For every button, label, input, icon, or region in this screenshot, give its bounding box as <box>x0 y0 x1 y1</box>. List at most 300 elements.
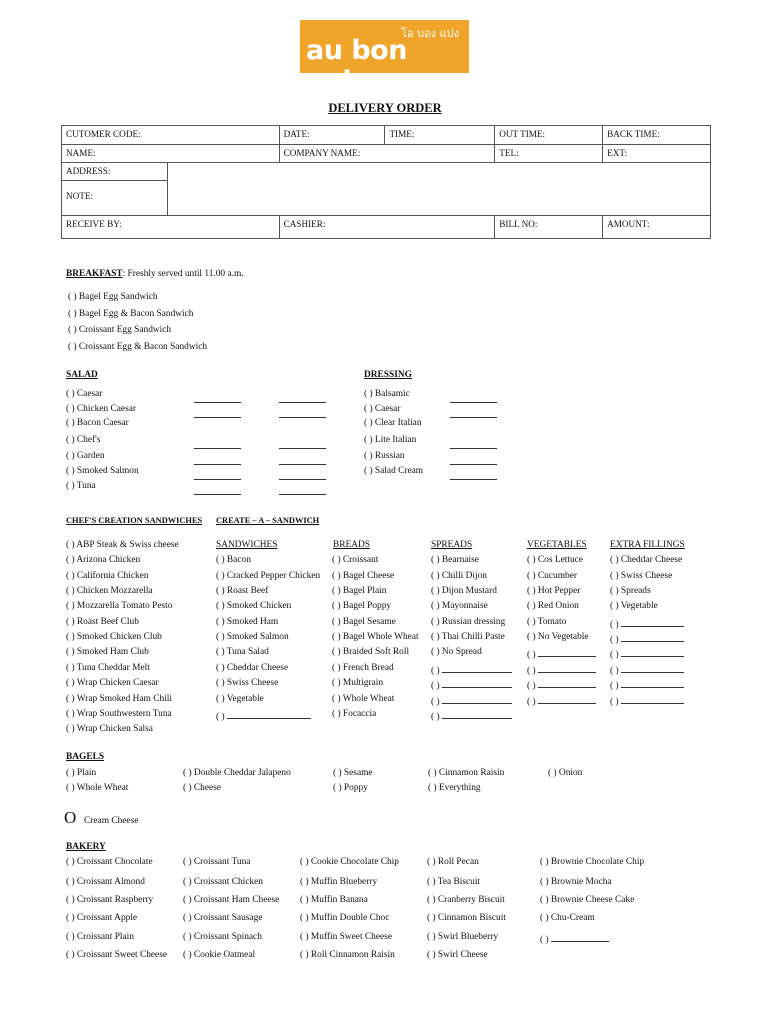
bakery-item-label: ( ) Croissant Chicken <box>183 877 263 887</box>
sandwich-filling-item-label: ( ) Bacon <box>216 555 251 566</box>
write-in-blank[interactable] <box>442 663 512 673</box>
dressing-item[interactable] <box>364 466 423 476</box>
bakery-item-label: ( ) Croissant Almond <box>66 877 145 887</box>
salad-heading: SALAD <box>66 370 98 380</box>
spread-item-label: ( ) <box>431 696 442 707</box>
bakery-item[interactable] <box>300 895 368 905</box>
spread-item[interactable] <box>431 694 512 707</box>
bakery-item[interactable] <box>300 950 395 960</box>
logo-brand-text <box>306 35 469 97</box>
bakery-item-label: ( ) Cookie Oatmeal <box>183 950 256 960</box>
salad-item-label: ( ) Chef's <box>66 435 101 445</box>
spread-item-label: ( ) Thai Chilli Paste <box>431 632 505 643</box>
bakery-item[interactable] <box>66 857 153 867</box>
sandwich-filling-item[interactable] <box>216 678 278 688</box>
address-field[interactable] <box>167 163 710 216</box>
bakery-item[interactable] <box>66 950 167 960</box>
extra-filling-item-label: ( ) Swiss Cheese <box>610 570 673 581</box>
extra-filling-item[interactable] <box>610 678 684 691</box>
write-in-blank[interactable] <box>538 663 596 673</box>
bakery-item[interactable] <box>183 857 250 867</box>
dressing-heading: DRESSING <box>364 370 412 380</box>
spread-item-label: ( ) Chilli Dijon <box>431 570 487 581</box>
sandwich-filling-item[interactable] <box>216 632 289 642</box>
sandwich-filling-item[interactable] <box>216 617 278 627</box>
extra-filling-item-label: ( ) <box>610 665 621 676</box>
bakery-item[interactable] <box>427 895 505 905</box>
bakery-item[interactable] <box>300 932 392 942</box>
bakery-item-label: ( ) Roll Pecan <box>427 857 479 867</box>
bread-item-label: ( ) Multigrain <box>332 678 384 689</box>
vegetable-item[interactable] <box>527 617 566 627</box>
spread-item[interactable] <box>431 709 512 722</box>
salad-item[interactable] <box>66 466 139 476</box>
salad-item-label: ( ) Smoked Salmon <box>66 466 139 476</box>
sandwich-filling-item-label: ( ) Cheddar Cheese <box>216 662 289 673</box>
vegetable-item[interactable] <box>527 678 596 691</box>
bakery-item[interactable] <box>183 895 279 905</box>
spreads-column-header: SPREADS <box>431 540 473 550</box>
spread-item[interactable] <box>431 663 512 676</box>
bakery-item[interactable] <box>66 895 153 905</box>
write-in-blank[interactable] <box>621 663 684 673</box>
quantity-blank[interactable] <box>279 494 326 495</box>
bread-item-label: ( ) Bagel Whole Wheat <box>332 632 419 643</box>
quantity-blank[interactable] <box>279 402 326 403</box>
bakery-item[interactable] <box>300 913 389 923</box>
breakfast-heading: BREAKFAST <box>66 269 123 279</box>
dressing-item-label: ( ) Clear Italian <box>364 418 422 428</box>
name-field[interactable]: NAME: <box>62 145 280 163</box>
vegetable-item-label: ( ) <box>527 681 538 692</box>
order-info-table <box>61 125 711 239</box>
bagel-item-label: ( ) Sesame <box>333 768 373 778</box>
chefs-sandwich-item-label: ( ) Wrap Chicken Caesar <box>66 678 159 689</box>
bakery-item[interactable] <box>66 877 145 887</box>
bagel-item-label: ( ) Double Cheddar Jalapeno <box>183 768 291 778</box>
spread-item[interactable] <box>431 601 488 611</box>
vegetable-item[interactable] <box>527 647 596 660</box>
extra-fillings-column-header: EXTRA FILLINGS <box>610 540 685 550</box>
extra-filling-item-label: ( ) Spreads <box>610 586 651 597</box>
extra-filling-item[interactable] <box>610 617 684 630</box>
chefs-sandwich-item[interactable] <box>66 571 149 581</box>
chefs-sandwich-item-label: ( ) California Chicken <box>66 570 149 581</box>
breakfast-section-header <box>66 269 244 279</box>
bread-item-label: ( ) Braided Soft Roll <box>332 647 410 658</box>
vegetable-item[interactable] <box>527 632 589 642</box>
sandwich-filling-item-label: ( ) Smoked Salmon <box>216 632 289 643</box>
bread-item[interactable] <box>332 694 394 704</box>
extra-filling-item-label: ( ) <box>610 619 621 630</box>
sandwich-filling-item[interactable] <box>216 647 269 657</box>
vegetable-item[interactable] <box>527 586 580 596</box>
bread-item-label: ( ) Bagel Poppy <box>332 601 392 612</box>
bakery-item-label: ( ) Brownie Chocolate Chip <box>540 857 645 867</box>
bakery-item-label: ( ) Muffin Blueberry <box>300 877 378 887</box>
bakery-item[interactable] <box>540 913 595 923</box>
extra-filling-item-label: ( ) <box>610 650 621 661</box>
sandwich-filling-item[interactable] <box>216 663 288 673</box>
bakery-item-label: ( ) Croissant Sausage <box>183 913 263 923</box>
quantity-blank[interactable] <box>194 448 241 449</box>
bakery-item[interactable] <box>183 932 262 942</box>
bread-item-label: ( ) Bagel Plain <box>332 586 387 597</box>
quantity-blank[interactable] <box>279 464 326 465</box>
write-in-blank[interactable] <box>538 647 596 657</box>
write-in-blank[interactable] <box>621 647 684 657</box>
bakery-item-label: ( ) Chu-Cream <box>540 913 595 923</box>
bakery-item[interactable] <box>427 857 479 867</box>
write-in-blank[interactable] <box>227 709 311 719</box>
bakery-heading: BAKERY <box>66 842 106 852</box>
quantity-blank[interactable] <box>194 402 241 403</box>
sandwich-filling-item-label: ( ) Roast Beef <box>216 586 269 597</box>
dressing-item[interactable] <box>364 451 405 461</box>
out-time-field[interactable]: OUT TIME: <box>495 126 603 145</box>
bakery-item-label: ( ) Brownie Cheese Cake <box>540 895 635 905</box>
spread-item[interactable] <box>431 586 497 596</box>
quantity-blank[interactable] <box>450 417 497 418</box>
dressing-item-label: ( ) Caesar <box>364 404 401 414</box>
bagel-item[interactable] <box>428 768 504 778</box>
extra-filling-item[interactable] <box>610 586 651 596</box>
bakery-item[interactable] <box>300 857 399 867</box>
salad-item-label: ( ) Tuna <box>66 481 96 491</box>
sandwich-filling-item[interactable] <box>216 694 264 704</box>
bread-item-label: ( ) Bagel Sesame <box>332 616 396 627</box>
bagel-item[interactable] <box>66 768 96 778</box>
write-in-blank[interactable] <box>538 694 596 704</box>
extra-filling-item-label: ( ) Vegetable <box>610 601 658 612</box>
bagel-item-label: ( ) Cinnamon Raisin <box>428 768 505 778</box>
bakery-item-label: ( ) Tea Biscuit <box>427 877 481 887</box>
bakery-item-label: ( ) Croissant Apple <box>66 913 138 923</box>
bakery-item-label: ( ) Croissant Chocolate <box>66 857 153 867</box>
bagel-item-label: ( ) Everything <box>428 783 481 793</box>
sandwich-filling-item-label: ( ) Swiss Cheese <box>216 678 279 689</box>
bakery-item[interactable] <box>300 877 377 887</box>
bread-item[interactable] <box>332 647 409 657</box>
quantity-blank[interactable] <box>279 448 326 449</box>
logo-trademark: ® <box>370 90 376 97</box>
bread-item-label: ( ) Whole Wheat <box>332 693 395 704</box>
dressing-item-label: ( ) Balsamic <box>364 389 410 399</box>
salad-item-label: ( ) Garden <box>66 451 105 461</box>
sandwich-filling-item-label: ( ) Tuna Salad <box>216 647 269 658</box>
bread-item-label: ( ) French Bread <box>332 662 394 673</box>
bakery-item-label: ( ) Swirl Blueberry <box>427 932 499 942</box>
breakfast-item[interactable]: ( ) Bagel Egg & Bacon Sandwich <box>68 309 194 319</box>
dressing-item[interactable] <box>364 404 400 414</box>
date-field[interactable]: DATE: <box>279 126 385 145</box>
spread-item[interactable] <box>431 632 505 642</box>
bakery-item-label: ( ) Cranberry Biscuit <box>427 895 505 905</box>
sandwich-filling-item-label: ( ) Smoked Chicken <box>216 601 292 612</box>
extra-filling-item[interactable] <box>610 555 682 565</box>
chefs-sandwich-item-label: ( ) Mozzarella Tomato Pesto <box>66 601 173 612</box>
chefs-sandwich-item-label: ( ) Roast Beef Club <box>66 616 139 627</box>
write-in-blank[interactable] <box>621 694 684 704</box>
quantity-blank[interactable] <box>194 417 241 418</box>
bakery-item[interactable] <box>427 877 480 887</box>
quantity-blank[interactable] <box>450 448 497 449</box>
salad-item-label: ( ) Bacon Caesar <box>66 418 129 428</box>
bagel-item[interactable] <box>333 768 373 778</box>
quantity-blank[interactable] <box>194 479 241 480</box>
spread-item-label: ( ) <box>431 665 442 676</box>
spread-item-label: ( ) <box>431 711 442 722</box>
spread-item-label: ( ) Dijon Mustard <box>431 586 497 597</box>
bill-no-field[interactable]: BILL NO: <box>495 216 603 239</box>
vegetable-item[interactable] <box>527 663 596 676</box>
receive-by-field[interactable]: RECEIVE BY: <box>62 216 280 239</box>
quantity-blank[interactable] <box>450 464 497 465</box>
bagel-item-label: ( ) Onion <box>548 768 583 778</box>
bagel-item-label: ( ) Plain <box>66 768 97 778</box>
bread-item[interactable] <box>332 601 391 611</box>
breakfast-item[interactable]: ( ) Bagel Egg Sandwich <box>68 292 158 302</box>
bakery-item-label: ( ) Roll Cinnamon Raisin <box>300 950 395 960</box>
bakery-item[interactable] <box>427 932 498 942</box>
write-in-blank[interactable] <box>538 678 596 688</box>
dressing-item[interactable] <box>364 389 410 399</box>
bagel-item-label: ( ) Whole Wheat <box>66 783 129 793</box>
bagel-item[interactable] <box>428 783 481 793</box>
write-in-blank[interactable] <box>621 617 684 627</box>
dressing-item[interactable] <box>364 435 416 445</box>
write-in-blank[interactable] <box>442 678 512 688</box>
extra-filling-item[interactable] <box>610 694 684 707</box>
logo-thai-text: โอ บอง แปง <box>401 27 459 40</box>
bagel-item-label: ( ) Cheese <box>183 783 222 793</box>
bagel-item[interactable] <box>333 783 368 793</box>
chefs-sandwich-item[interactable] <box>66 678 159 688</box>
chefs-creation-heading: CHEF'S CREATION SANDWICHES <box>66 516 203 525</box>
bakery-item[interactable] <box>66 913 137 923</box>
bakery-item-label: ( ) Cinnamon Biscuit <box>427 913 506 923</box>
chefs-sandwich-item-label: ( ) Arizona Chicken <box>66 555 141 566</box>
bread-item-label: ( ) Focaccia <box>332 708 377 719</box>
bakery-item-label: ( ) Croissant Ham Cheese <box>183 895 280 905</box>
bagel-item-label: ( ) Poppy <box>333 783 368 793</box>
chefs-sandwich-item[interactable] <box>66 601 172 611</box>
bakery-item[interactable] <box>427 913 506 923</box>
vegetable-item-label: ( ) <box>527 696 538 707</box>
back-time-field[interactable]: BACK TIME: <box>603 126 711 145</box>
vegetable-item-label: ( ) Cucumber <box>527 570 577 581</box>
breakfast-item[interactable]: ( ) Croissant Egg & Bacon Sandwich <box>68 342 208 352</box>
extra-filling-item-label: ( ) <box>610 681 621 692</box>
bread-item-label: ( ) Croissant <box>332 555 379 566</box>
chefs-sandwich-item-label: ( ) Tuna Cheddar Melt <box>66 662 150 673</box>
bakery-item-label: ( ) Muffin Banana <box>300 895 368 905</box>
cream-cheese-label: Cream Cheese <box>84 816 139 826</box>
ext-field[interactable]: EXT: <box>603 145 711 163</box>
sandwich-filling-item[interactable] <box>216 601 291 611</box>
sandwich-filling-item-label: ( ) <box>216 711 227 722</box>
bakery-item-label: ( ) Muffin Sweet Cheese <box>300 932 392 942</box>
sandwich-filling-item[interactable] <box>216 709 311 722</box>
quantity-blank[interactable] <box>450 479 497 480</box>
chefs-sandwich-item[interactable] <box>66 647 149 657</box>
spread-item-label: ( ) Mayonnaise <box>431 601 488 612</box>
chefs-sandwich-item-label: ( ) Wrap Southwestern Tuna <box>66 708 172 719</box>
quantity-blank[interactable] <box>194 464 241 465</box>
extra-filling-item[interactable] <box>610 571 672 581</box>
extra-filling-item-label: ( ) Cheddar Cheese <box>610 555 683 566</box>
bread-item[interactable] <box>332 709 376 719</box>
vegetable-item[interactable] <box>527 601 579 611</box>
sandwich-filling-item-label: ( ) Cracked Pepper Chicken <box>216 570 321 581</box>
sandwiches-column-header: SANDWICHES <box>216 540 278 550</box>
spread-item-label: ( ) Russian dressing <box>431 616 506 627</box>
company-name-field[interactable]: COMPANY NAME: <box>279 145 495 163</box>
bakery-item[interactable] <box>540 877 612 887</box>
write-in-blank[interactable] <box>442 694 512 704</box>
write-in-blank[interactable] <box>621 632 684 642</box>
tel-field[interactable]: TEL: <box>495 145 603 163</box>
write-in-blank[interactable] <box>442 709 512 719</box>
vegetable-item-label: ( ) <box>527 665 538 676</box>
extra-filling-item[interactable] <box>610 663 684 676</box>
salad-item[interactable] <box>66 404 136 414</box>
chefs-sandwich-item-label: ( ) Smoked Chicken Club <box>66 632 162 643</box>
bakery-item[interactable] <box>183 913 262 923</box>
bakery-item-label: ( ) Croissant Plain <box>66 932 134 942</box>
chefs-sandwich-item[interactable] <box>66 709 172 719</box>
chefs-sandwich-item-label: ( ) Wrap Smoked Ham Chili <box>66 693 172 704</box>
bread-item[interactable] <box>332 555 378 565</box>
sandwich-filling-item-label: ( ) Vegetable <box>216 693 264 704</box>
spread-item[interactable] <box>431 678 512 691</box>
quantity-blank[interactable] <box>279 479 326 480</box>
bread-item[interactable] <box>332 571 394 581</box>
spread-item[interactable] <box>431 555 479 565</box>
chefs-sandwich-item[interactable] <box>66 663 150 673</box>
spread-item[interactable] <box>431 571 487 581</box>
bagel-item[interactable] <box>183 768 291 778</box>
sandwich-filling-item-label: ( ) Smoked Ham <box>216 616 279 627</box>
bakery-item[interactable] <box>427 950 488 960</box>
vegetable-item[interactable] <box>527 555 583 565</box>
bagel-item[interactable] <box>66 783 128 793</box>
logo-brand-name: au bon pain <box>306 35 407 97</box>
vegetable-item-label: ( ) Hot Pepper <box>527 586 581 597</box>
spread-item[interactable] <box>431 617 505 627</box>
sandwich-filling-item[interactable] <box>216 555 251 565</box>
vegetable-item[interactable] <box>527 571 577 581</box>
salad-item[interactable] <box>66 451 105 461</box>
dressing-item[interactable] <box>364 418 422 428</box>
bread-item-label: ( ) Bagel Cheese <box>332 570 395 581</box>
create-a-sandwich-heading: CREATE – A – SANDWICH <box>216 516 320 525</box>
chefs-sandwich-item[interactable] <box>66 555 140 565</box>
bakery-item[interactable] <box>183 950 255 960</box>
sandwich-filling-item[interactable] <box>216 571 320 581</box>
customer-code-field[interactable]: CUTOMER CODE: <box>62 126 280 145</box>
spread-item-label: ( ) Bearnaise <box>431 555 479 566</box>
cream-cheese-checkbox[interactable]: O <box>64 808 77 827</box>
chefs-sandwich-item[interactable] <box>66 586 153 596</box>
bakery-item[interactable] <box>66 932 134 942</box>
quantity-blank[interactable] <box>279 417 326 418</box>
chefs-sandwich-item[interactable] <box>66 724 153 734</box>
extra-filling-item[interactable] <box>610 601 658 611</box>
quantity-blank[interactable] <box>194 494 241 495</box>
write-in-blank[interactable] <box>621 678 684 688</box>
chefs-sandwich-item[interactable] <box>66 632 162 642</box>
bagel-item[interactable] <box>183 783 221 793</box>
bakery-item-label: ( ) Brownie Mocha <box>540 877 612 887</box>
amount-field[interactable]: AMOUNT: <box>603 216 711 239</box>
vegetable-item-label: ( ) Cos Lettuce <box>527 555 583 566</box>
chefs-sandwich-item[interactable] <box>66 694 172 704</box>
cashier-field[interactable]: CASHIER: <box>279 216 495 239</box>
chefs-sandwich-item-label: ( ) Chicken Mozzarella <box>66 586 153 597</box>
bread-item[interactable] <box>332 663 394 673</box>
vegetable-item-label: ( ) Red Onion <box>527 601 579 612</box>
vegetable-item-label: ( ) <box>527 650 538 661</box>
bakery-item[interactable] <box>183 877 263 887</box>
note-label: NOTE: <box>62 181 168 216</box>
extra-filling-item[interactable] <box>610 647 684 660</box>
dressing-item-label: ( ) Salad Cream <box>364 466 424 476</box>
bagels-heading: BAGELS <box>66 752 105 762</box>
extra-filling-item-label: ( ) <box>610 635 621 646</box>
sandwich-filling-item[interactable] <box>216 586 268 596</box>
salad-item-label: ( ) Chicken Caesar <box>66 404 137 414</box>
bakery-item-label: ( ) <box>540 935 551 945</box>
chefs-sandwich-item[interactable] <box>66 540 179 550</box>
bread-item[interactable] <box>332 632 419 642</box>
bakery-item[interactable] <box>540 895 634 905</box>
bread-item[interactable] <box>332 617 396 627</box>
bakery-item-label: ( ) Croissant Raspberry <box>66 895 154 905</box>
bagel-item[interactable] <box>548 768 582 778</box>
address-label: ADDRESS: <box>62 163 168 181</box>
bread-item[interactable] <box>332 586 386 596</box>
extra-filling-item[interactable] <box>610 632 684 645</box>
dressing-item-label: ( ) Lite Italian <box>364 435 417 445</box>
chefs-sandwich-item-label: ( ) Smoked Ham Club <box>66 647 149 658</box>
write-in-blank[interactable] <box>551 932 609 942</box>
vegetable-item-label: ( ) Tomato <box>527 616 567 627</box>
bakery-item-label: ( ) Croissant Spinach <box>183 932 262 942</box>
bakery-item-label: ( ) Cookie Chocolate Chip <box>300 857 399 867</box>
bakery-item[interactable] <box>540 932 609 945</box>
salad-item[interactable] <box>66 418 129 428</box>
spread-item-label: ( ) No Spread <box>431 647 482 658</box>
bakery-item[interactable] <box>540 857 644 867</box>
bakery-item-label: ( ) Swirl Cheese <box>427 950 488 960</box>
dressing-item-label: ( ) Russian <box>364 451 405 461</box>
time-field[interactable]: TIME: <box>385 126 495 145</box>
breakfast-item[interactable]: ( ) Croissant Egg Sandwich <box>68 325 172 335</box>
chefs-sandwich-item[interactable] <box>66 617 139 627</box>
extra-filling-item-label: ( ) <box>610 696 621 707</box>
spread-item[interactable] <box>431 647 482 657</box>
vegetable-item[interactable] <box>527 694 596 707</box>
bread-item[interactable] <box>332 678 383 688</box>
bakery-item-label: ( ) Croissant Sweet Cheese <box>66 950 168 960</box>
salad-item[interactable] <box>66 435 101 445</box>
salad-item[interactable] <box>66 389 102 399</box>
salad-item[interactable] <box>66 481 96 491</box>
quantity-blank[interactable] <box>450 402 497 403</box>
bakery-item-label: ( ) Croissant Tuna <box>183 857 251 867</box>
page-title: DELIVERY ORDER <box>328 101 442 115</box>
